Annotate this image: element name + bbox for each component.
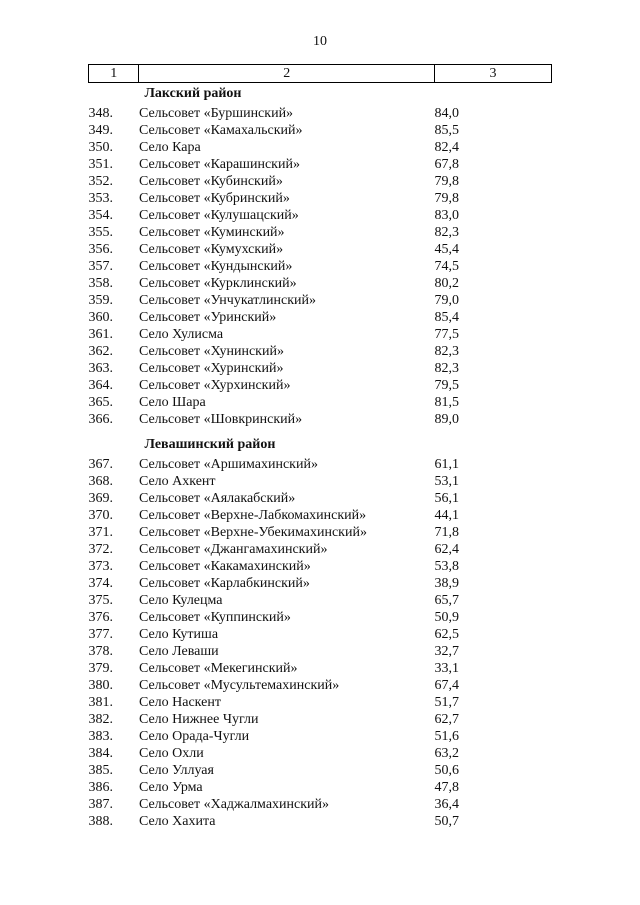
- table-row: [89, 190, 552, 207]
- row-number: 359.: [88, 293, 113, 308]
- row-value: 61,1: [434, 457, 459, 472]
- row-value: 79,8: [434, 174, 459, 189]
- table-row: [89, 275, 552, 292]
- table-row: [89, 360, 552, 377]
- table-row: [89, 507, 552, 524]
- settlement-name: Сельсовет «Хунинский»: [138, 344, 284, 359]
- settlement-name: Сельсовет «Карлабкинский»: [138, 576, 310, 591]
- row-number: 350.: [88, 140, 113, 155]
- settlement-name: Сельсовет «Хаджалмахинский»: [138, 797, 330, 812]
- row-value: 82,4: [434, 140, 459, 155]
- table-row: [89, 575, 552, 592]
- table-row: [89, 473, 552, 490]
- header-row: [89, 65, 552, 83]
- row-number: 375.: [88, 593, 113, 608]
- settlement-name: Сельсовет «Хурхинский»: [138, 378, 291, 393]
- table-row: [89, 558, 552, 575]
- settlement-name: Село Урма: [138, 780, 203, 795]
- row-number: 360.: [88, 310, 113, 325]
- row-value: 47,8: [434, 780, 459, 795]
- row-number: 369.: [88, 491, 113, 506]
- settlement-name: Сельсовет «Мекегинский»: [138, 661, 298, 676]
- row-value: 33,1: [434, 661, 459, 676]
- settlement-name: Сельсовет «Аршимахинский»: [138, 457, 318, 472]
- row-number: 353.: [88, 191, 113, 206]
- table-row: [89, 490, 552, 507]
- row-number: 358.: [88, 276, 113, 291]
- table-row: [89, 762, 552, 779]
- settlement-name: Сельсовет «Мусультемахинский»: [138, 678, 340, 693]
- row-number: 349.: [88, 123, 113, 138]
- row-value: 67,8: [434, 157, 459, 172]
- table-row: [89, 326, 552, 343]
- row-number: 378.: [88, 644, 113, 659]
- settlement-name: Сельсовет «Уринский»: [138, 310, 277, 325]
- row-number: 352.: [88, 174, 113, 189]
- table-row: [89, 524, 552, 541]
- row-number: 362.: [88, 344, 113, 359]
- table-row: [89, 609, 552, 626]
- row-number: 383.: [88, 729, 113, 744]
- row-number: 351.: [88, 157, 113, 172]
- table-row: [89, 660, 552, 677]
- row-number: 371.: [88, 525, 113, 540]
- table-row: [89, 711, 552, 728]
- row-number: 370.: [88, 508, 113, 523]
- row-number: 387.: [88, 797, 113, 812]
- settlement-name: Село Леваши: [138, 644, 219, 659]
- table-row: [89, 728, 552, 745]
- row-number: 377.: [88, 627, 113, 642]
- settlement-name: Село Кулецма: [138, 593, 223, 608]
- row-number: 372.: [88, 542, 113, 557]
- row-value: 62,4: [434, 542, 459, 557]
- row-value: 82,3: [434, 344, 459, 359]
- table-header: [89, 65, 552, 83]
- table-row: [89, 292, 552, 309]
- settlement-name: Сельсовет «Куминский»: [138, 225, 285, 240]
- settlement-name: Село Охли: [138, 746, 204, 761]
- row-value: 63,2: [434, 746, 459, 761]
- settlement-name: Сельсовет «Камахальский»: [138, 123, 303, 138]
- row-number: 366.: [88, 412, 113, 427]
- settlement-name: Село Орада-Чугли: [138, 729, 250, 744]
- row-number: 365.: [88, 395, 113, 410]
- row-value: 83,0: [434, 208, 459, 223]
- row-number: 380.: [88, 678, 113, 693]
- table-row: [89, 394, 552, 411]
- row-number: 388.: [88, 814, 113, 829]
- settlement-name: Село Хахита: [138, 814, 216, 829]
- row-number: 386.: [88, 780, 113, 795]
- row-number: 384.: [88, 746, 113, 761]
- row-value: 82,3: [434, 361, 459, 376]
- row-value: 79,5: [434, 378, 459, 393]
- row-value: 65,7: [434, 593, 459, 608]
- row-value: 79,8: [434, 191, 459, 206]
- row-value: 62,5: [434, 627, 459, 642]
- row-number: 382.: [88, 712, 113, 727]
- row-value: 85,4: [434, 310, 459, 325]
- header-col-3: 3: [434, 65, 551, 83]
- row-value: 81,5: [434, 395, 459, 410]
- row-value: 79,0: [434, 293, 459, 308]
- row-number: 356.: [88, 242, 113, 257]
- table-row: [89, 541, 552, 558]
- table-row: [89, 207, 552, 224]
- row-value: 45,4: [434, 242, 459, 257]
- settlement-name: Сельсовет «Какамахинский»: [138, 559, 311, 574]
- row-number: 355.: [88, 225, 113, 240]
- row-value: 51,6: [434, 729, 459, 744]
- row-number: 348.: [88, 106, 113, 121]
- settlement-name: Сельсовет «Кубринский»: [138, 191, 290, 206]
- table-row: [89, 309, 552, 326]
- row-number: 373.: [88, 559, 113, 574]
- section-title: Левашинский район: [144, 437, 276, 452]
- table-row: [89, 643, 552, 660]
- settlement-name: Сельсовет «Куппинский»: [138, 610, 291, 625]
- table-row: [89, 626, 552, 643]
- row-value: 53,1: [434, 474, 459, 489]
- row-value: 32,7: [434, 644, 459, 659]
- table-row: [89, 343, 552, 360]
- row-number: 364.: [88, 378, 113, 393]
- settlement-name: Сельсовет «Джангамахинский»: [138, 542, 328, 557]
- table-row: [89, 105, 552, 122]
- row-value: 85,5: [434, 123, 459, 138]
- settlement-name: Сельсовет «Верхне-Убекимахинский»: [138, 525, 367, 540]
- row-number: 376.: [88, 610, 113, 625]
- table-row: [89, 122, 552, 139]
- table-row: [89, 156, 552, 173]
- table-row: [89, 139, 552, 156]
- header-col-2: 2: [139, 65, 435, 83]
- table-row: [89, 779, 552, 796]
- settlement-name: Село Хулисма: [138, 327, 224, 342]
- settlement-name: Сельсовет «Кубинский»: [138, 174, 283, 189]
- settlement-name: Село Нижнее Чугли: [138, 712, 259, 727]
- settlement-name: Село Уллуая: [138, 763, 214, 778]
- settlement-name: Сельсовет «Кундынский»: [138, 259, 293, 274]
- table-row: [89, 241, 552, 258]
- row-number: 385.: [88, 763, 113, 778]
- settlement-name: Сельсовет «Верхне-Лабкомахинский»: [138, 508, 367, 523]
- row-value: 38,9: [434, 576, 459, 591]
- row-value: 67,4: [434, 678, 459, 693]
- settlement-name: Село Наскент: [138, 695, 221, 710]
- settlement-name: Сельсовет «Буршинский»: [138, 106, 294, 121]
- table-row: [89, 796, 552, 813]
- row-value: 53,8: [434, 559, 459, 574]
- row-number: 379.: [88, 661, 113, 676]
- row-value: 50,6: [434, 763, 459, 778]
- row-value: 50,7: [434, 814, 459, 829]
- table-row: [89, 377, 552, 394]
- table-row: [89, 745, 552, 762]
- table-row: [89, 224, 552, 241]
- settlement-name: Сельсовет «Курклинский»: [138, 276, 297, 291]
- page-number: 10: [313, 34, 327, 49]
- row-value: 77,5: [434, 327, 459, 342]
- table-row: [89, 258, 552, 275]
- section-heading-row: [89, 434, 552, 456]
- row-value: 50,9: [434, 610, 459, 625]
- row-number: 367.: [88, 457, 113, 472]
- row-number: 381.: [88, 695, 113, 710]
- settlement-name: Село Шара: [138, 395, 206, 410]
- row-value: 80,2: [434, 276, 459, 291]
- settlement-name: Сельсовет «Карашинский»: [138, 157, 300, 172]
- settlement-name: Сельсовет «Аялакабский»: [138, 491, 296, 506]
- table-row: [89, 677, 552, 694]
- table-row: [89, 694, 552, 711]
- settlement-name: Сельсовет «Хуринский»: [138, 361, 284, 376]
- table-body: [89, 83, 552, 831]
- row-value: 89,0: [434, 412, 459, 427]
- row-value: 62,7: [434, 712, 459, 727]
- row-number: 357.: [88, 259, 113, 274]
- table-row: [89, 813, 552, 830]
- section-title: Лакский район: [144, 86, 242, 101]
- settlement-name: Село Кутиша: [138, 627, 219, 642]
- header-col-1: 1: [89, 65, 139, 83]
- row-value: 51,7: [434, 695, 459, 710]
- settlement-name: Сельсовет «Кумухский»: [138, 242, 284, 257]
- settlement-name: Сельсовет «Унчукатлинский»: [138, 293, 317, 308]
- row-number: 354.: [88, 208, 113, 223]
- settlement-name: Село Кара: [138, 140, 201, 155]
- section-heading-row: [89, 83, 552, 106]
- row-value: 84,0: [434, 106, 459, 121]
- row-number: 368.: [88, 474, 113, 489]
- table-row: [89, 173, 552, 190]
- table-row: [89, 592, 552, 609]
- table-row: [89, 456, 552, 473]
- row-value: 82,3: [434, 225, 459, 240]
- settlement-name: Сельсовет «Кулушацский»: [138, 208, 299, 223]
- row-number: 374.: [88, 576, 113, 591]
- settlement-name: Сельсовет «Шовкринский»: [138, 412, 303, 427]
- settlements-table: [88, 64, 552, 830]
- row-value: 44,1: [434, 508, 459, 523]
- row-value: 71,8: [434, 525, 459, 540]
- row-number: 361.: [88, 327, 113, 342]
- row-value: 36,4: [434, 797, 459, 812]
- table-row: [89, 411, 552, 428]
- settlement-name: Село Ахкент: [138, 474, 216, 489]
- row-value: 56,1: [434, 491, 459, 506]
- row-value: 74,5: [434, 259, 459, 274]
- row-number: 363.: [88, 361, 113, 376]
